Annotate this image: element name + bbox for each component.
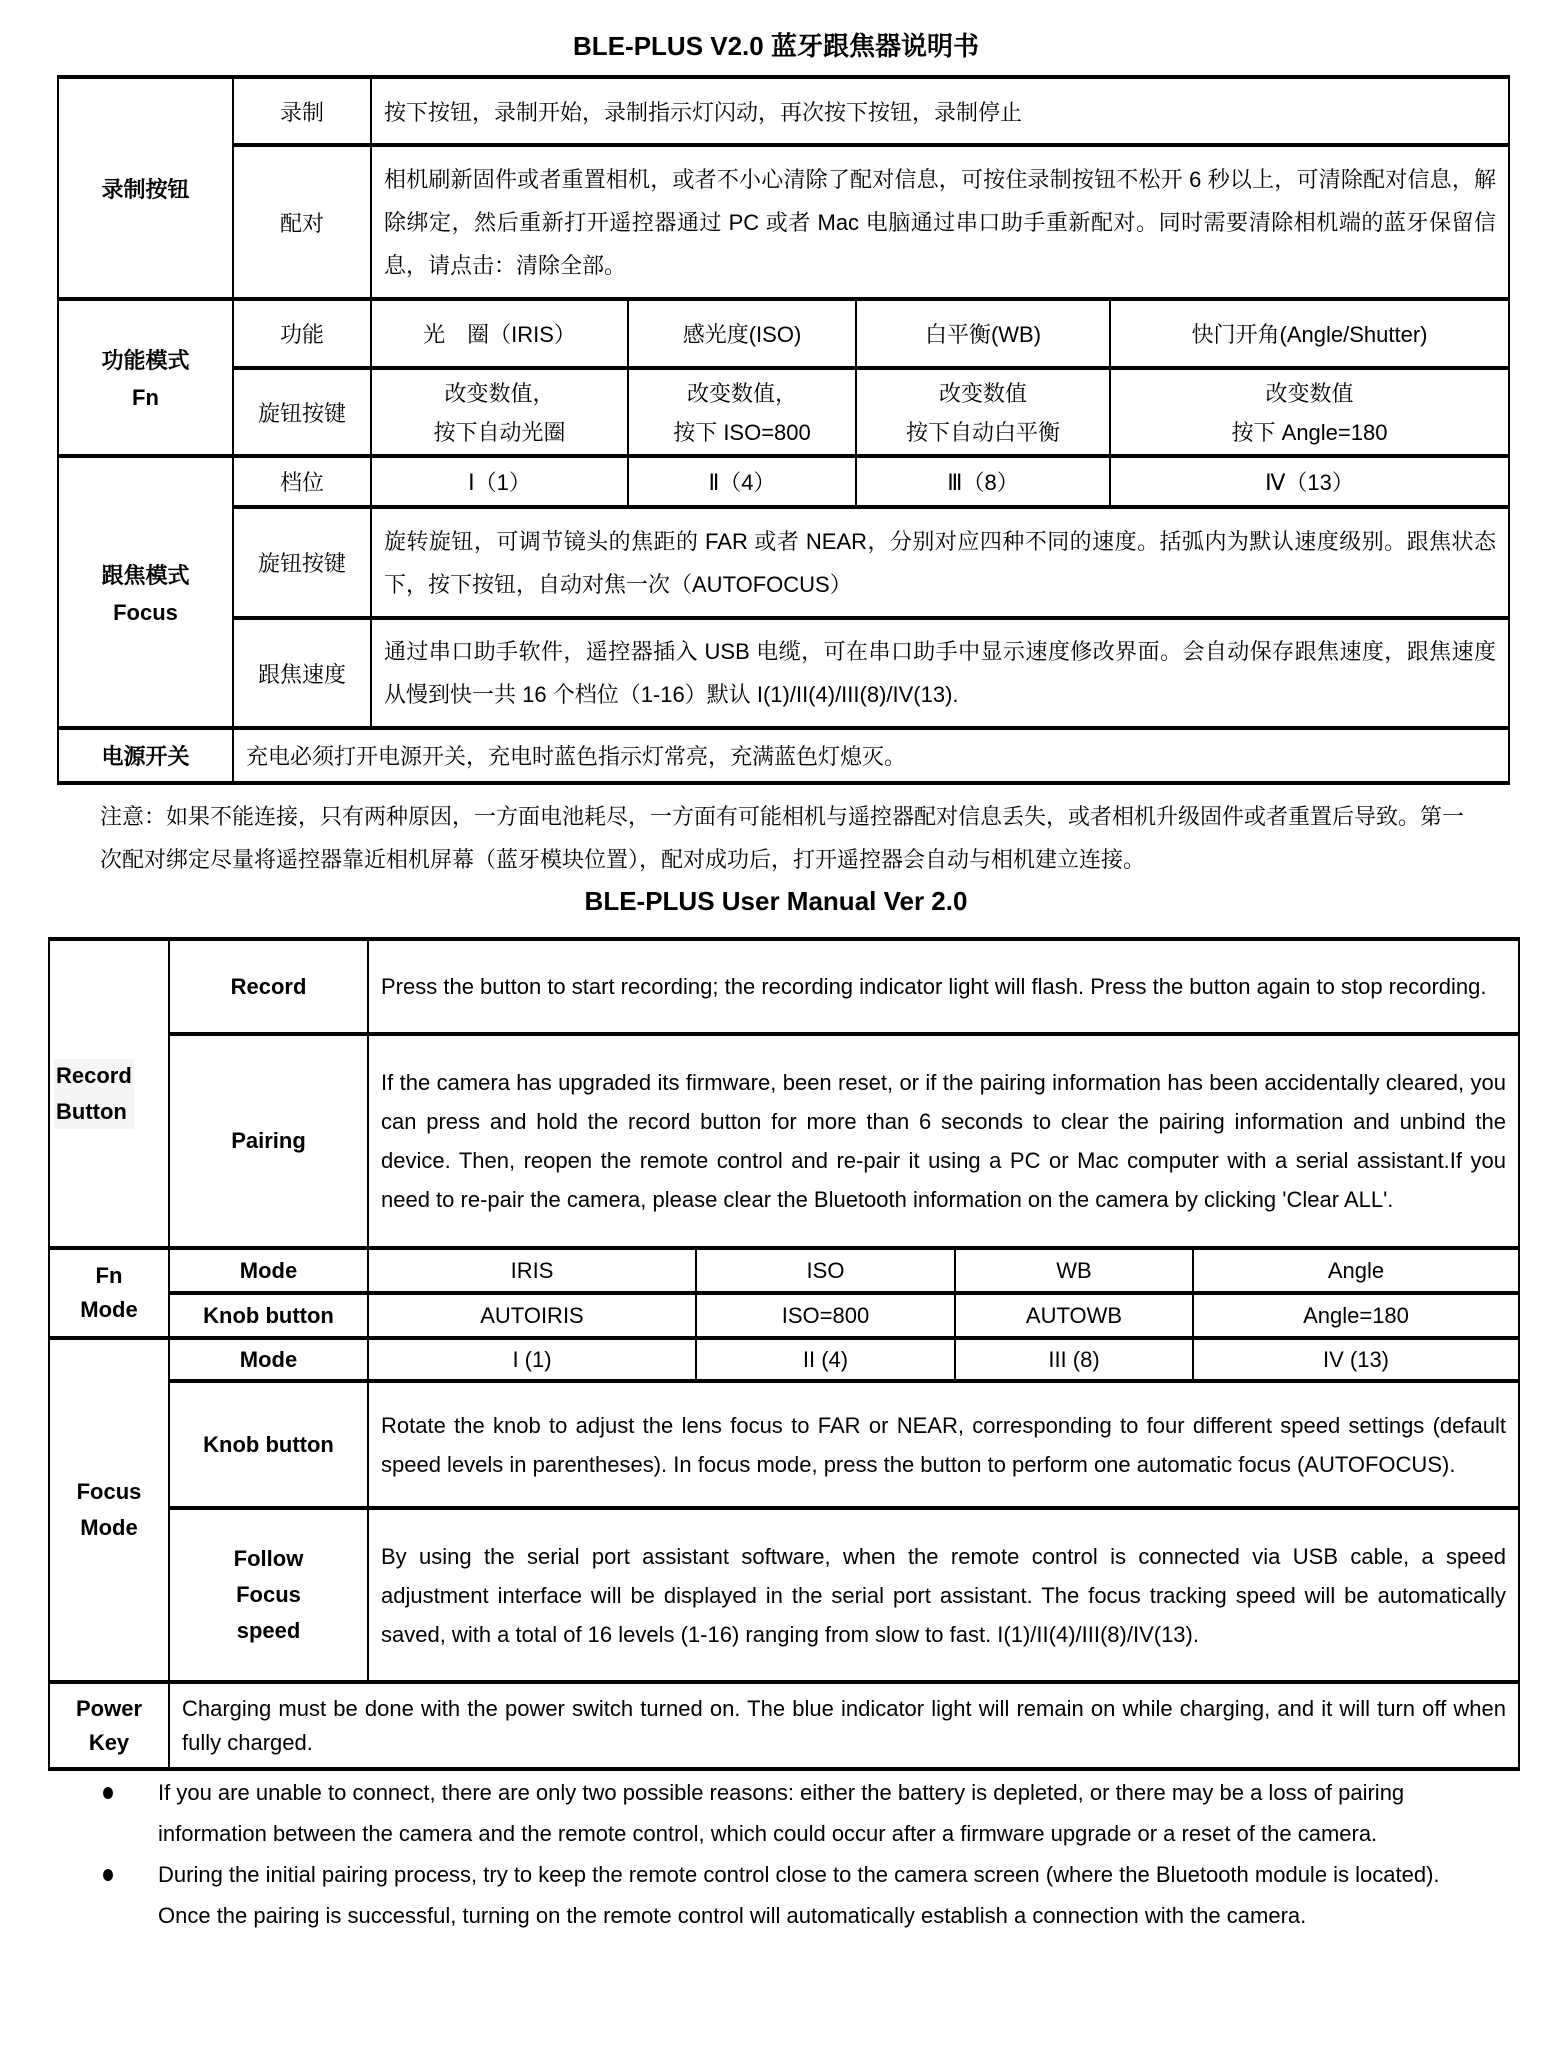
bullet-text: During the initial pairing process, try to keep the remote control close to the camera screen (where the Bluetooth module is located). Once the pairing is successful, turning on the remote control will automatically establish a connection with the camera. (158, 1862, 1440, 1928)
list-item (100, 1772, 1480, 1854)
cn-page-title: BLE-PLUS V2.0 蓝牙跟焦器说明书 (573, 31, 979, 61)
row-label-record: Record (169, 939, 368, 1034)
group-label-line: Record (56, 1062, 132, 1088)
record-description: Press the button to start recording; the recording indicator light will flash. Press the button again to stop recording. (368, 939, 1519, 1034)
gear-3: Ⅲ（8） (856, 456, 1110, 507)
table-row (49, 1381, 1519, 1508)
group-label-line: Mode (80, 1297, 138, 1322)
table-row (49, 1248, 1519, 1293)
cell-line: 按下自动白平衡 (905, 420, 1060, 445)
en-notes-list (100, 1772, 1480, 1936)
row-label-knob: Knob button (169, 1293, 368, 1338)
cell-line: 改变数值， (444, 381, 555, 406)
row-label-knob: 旋钮按键 (233, 368, 371, 456)
gear-3: III (8) (955, 1338, 1193, 1381)
row-label-function: 功能 (233, 299, 371, 368)
gear-2: Ⅱ（4） (628, 456, 856, 507)
function-iso: 感光度(ISO) (628, 299, 856, 368)
label-line: Key (88, 1729, 130, 1755)
group-record-button: 录制按钮 (58, 77, 233, 299)
group-fn-mode (58, 299, 233, 456)
pairing-description: If the camera has upgraded its firmware, been reset, or if the pairing information has been accidentally cleared, you can press and hold the record button for more than 6 seconds to clear the pairing information and unbind the device. Then, reopen the remote control and re-pair it using a PC or Mac computer with a serial assistant.If you need to re-pair the camera, please clear the Bluetooth information on the camera by clicking 'Clear ALL'. (368, 1034, 1519, 1248)
knob-iris: AUTOIRIS (368, 1293, 696, 1338)
label-line: Follow (233, 1546, 304, 1571)
group-label-line: Focus (76, 1479, 142, 1504)
group-focus-mode (49, 1338, 169, 1682)
cn-note: 注意：如果不能连接，只有两种原因，一方面电池耗尽，一方面有可能相机与遥控器配对信息丢失，或者相机升级固件或者重置后导致。第一次配对绑定尽量将遥控器靠近相机屏幕（蓝牙模块位置），配对成功后，打开遥控器会自动与相机建立连接。 (100, 804, 1465, 872)
bullet-text: If you are unable to connect, there are only two possible reasons: either the battery is depleted, or there may be a loss of pairing information between the camera and the remote control, which could occur after a firmware upgrade or a reset of the camera. (158, 1780, 1405, 1846)
group-label-line: 跟焦模式 (101, 562, 190, 588)
row-label-knob: 旋钮按键 (233, 507, 371, 618)
cell-line: 改变数值 (1265, 381, 1354, 406)
cell-line: 按下自动光圈 (433, 420, 566, 445)
mode-iris: IRIS (368, 1248, 696, 1293)
row-label-mode: Mode (169, 1338, 368, 1381)
mode-wb: WB (955, 1248, 1193, 1293)
gear-2: II (4) (696, 1338, 955, 1381)
label-line: Focus (236, 1582, 301, 1607)
group-label-line: 功能模式 (101, 348, 190, 373)
table-row (58, 456, 1509, 507)
group-label-line: Fn (95, 1263, 123, 1288)
knob-angle (1110, 368, 1509, 456)
row-label-speed: 跟焦速度 (233, 618, 371, 728)
knob-iris (371, 368, 628, 456)
gear-4: Ⅳ（13） (1110, 456, 1509, 507)
table-row (58, 145, 1509, 299)
function-iris: 光 圈（IRIS） (371, 299, 628, 368)
table-row (49, 1034, 1519, 1248)
row-label-knob: Knob button (169, 1381, 368, 1508)
function-wb: 白平衡(WB) (856, 299, 1110, 368)
knob-wb (856, 368, 1110, 456)
row-label-pairing: 配对 (233, 145, 371, 299)
gear-1: I (1) (368, 1338, 696, 1381)
table-row (49, 939, 1519, 1034)
group-power: 电源开关 (58, 728, 233, 783)
knob-iso: ISO=800 (696, 1293, 955, 1338)
row-label-pairing: Pairing (169, 1034, 368, 1248)
label-line: speed (236, 1618, 301, 1643)
label-line: Power (75, 1695, 143, 1721)
power-description: Charging must be done with the power switch turned on. The blue indicator light will remain on while charging, and it will turn off when fully charged. (169, 1682, 1519, 1769)
group-fn-mode (49, 1248, 169, 1338)
group-record-button (49, 939, 169, 1248)
table-row (58, 77, 1509, 145)
group-label-line: Button (56, 1098, 127, 1124)
table-row (49, 1508, 1519, 1682)
table-row (58, 507, 1509, 618)
cell-line: 改变数值 (938, 381, 1027, 406)
mode-iso: ISO (696, 1248, 955, 1293)
row-label-gear: 档位 (233, 456, 371, 507)
group-label (54, 1059, 134, 1129)
table-row (58, 728, 1509, 783)
mode-angle: Angle (1193, 1248, 1519, 1293)
power-description: 充电必须打开电源开关，充电时蓝色指示灯常亮，充满蓝色灯熄灭。 (233, 728, 1509, 783)
gear-4: IV (13) (1193, 1338, 1519, 1381)
table-row (58, 368, 1509, 456)
cell-line: 改变数值， (686, 381, 797, 406)
focus-speed-description: 通过串口助手软件，遥控器插入 USB 电缆，可在串口助手中显示速度修改界面。会自动保存跟焦速度，跟焦速度从慢到快一共 16 个档位（1-16）默认 I(1)/II(4)/III(8)/IV(13). (371, 618, 1509, 728)
row-label-speed (169, 1508, 368, 1682)
knob-angle: Angle=180 (1193, 1293, 1519, 1338)
focus-knob-description: 旋转旋钮，可调节镜头的焦距的 FAR 或者 NEAR，分别对应四种不同的速度。括弧内为默认速度级别。跟焦状态下，按下按钮，自动对焦一次（AUTOFOCUS） (371, 507, 1509, 618)
knob-iso (628, 368, 856, 456)
bullet-icon (103, 1787, 113, 1799)
table-row (58, 618, 1509, 728)
row-label-mode: Mode (169, 1248, 368, 1293)
focus-knob-description: Rotate the knob to adjust the lens focus to FAR or NEAR, corresponding to four different speed settings (default speed levels in parentheses). In focus mode, press the button to perform one automatic focus (AUTOFOCUS). (368, 1381, 1519, 1508)
group-focus-mode (58, 456, 233, 728)
focus-speed-description: By using the serial port assistant software, when the remote control is connected via USB cable, a speed adjustment interface will be displayed in the serial port assistant. The focus tracking speed will be automatically saved, with a total of 16 levels (1-16) ranging from slow to fast. I(1)/II(4)/III(8)/IV(13). (368, 1508, 1519, 1682)
table-row (49, 1293, 1519, 1338)
cell-line: 按下 ISO=800 (673, 420, 811, 445)
en-page-title: BLE-PLUS User Manual Ver 2.0 (584, 886, 968, 916)
group-power (49, 1682, 169, 1769)
table-row (58, 299, 1509, 368)
group-label-line: Mode (80, 1515, 138, 1540)
cn-spec-table (57, 75, 1510, 785)
record-description: 按下按钮，录制开始，录制指示灯闪动，再次按下按钮，录制停止 (371, 77, 1509, 145)
table-row (49, 1682, 1519, 1769)
bullet-icon (103, 1869, 113, 1881)
cell-line: 按下 Angle=180 (1231, 420, 1388, 445)
knob-wb: AUTOWB (955, 1293, 1193, 1338)
group-label-line: Focus (113, 599, 178, 625)
pairing-description: 相机刷新固件或者重置相机，或者不小心清除了配对信息，可按住录制按钮不松开 6 秒以上，可清除配对信息，解除绑定，然后重新打开遥控器通过 PC 或者 Mac 电脑通过串口助手重新配对。同时需要清除相机端的蓝牙保留信息，请点击：清除全部。 (371, 145, 1509, 299)
row-label-record: 录制 (233, 77, 371, 145)
list-item (100, 1854, 1480, 1936)
function-angle: 快门开角(Angle/Shutter) (1110, 299, 1509, 368)
gear-1: Ⅰ（1） (371, 456, 628, 507)
group-label-line: Fn (132, 385, 159, 410)
table-row (49, 1338, 1519, 1381)
en-spec-table (48, 937, 1520, 1771)
